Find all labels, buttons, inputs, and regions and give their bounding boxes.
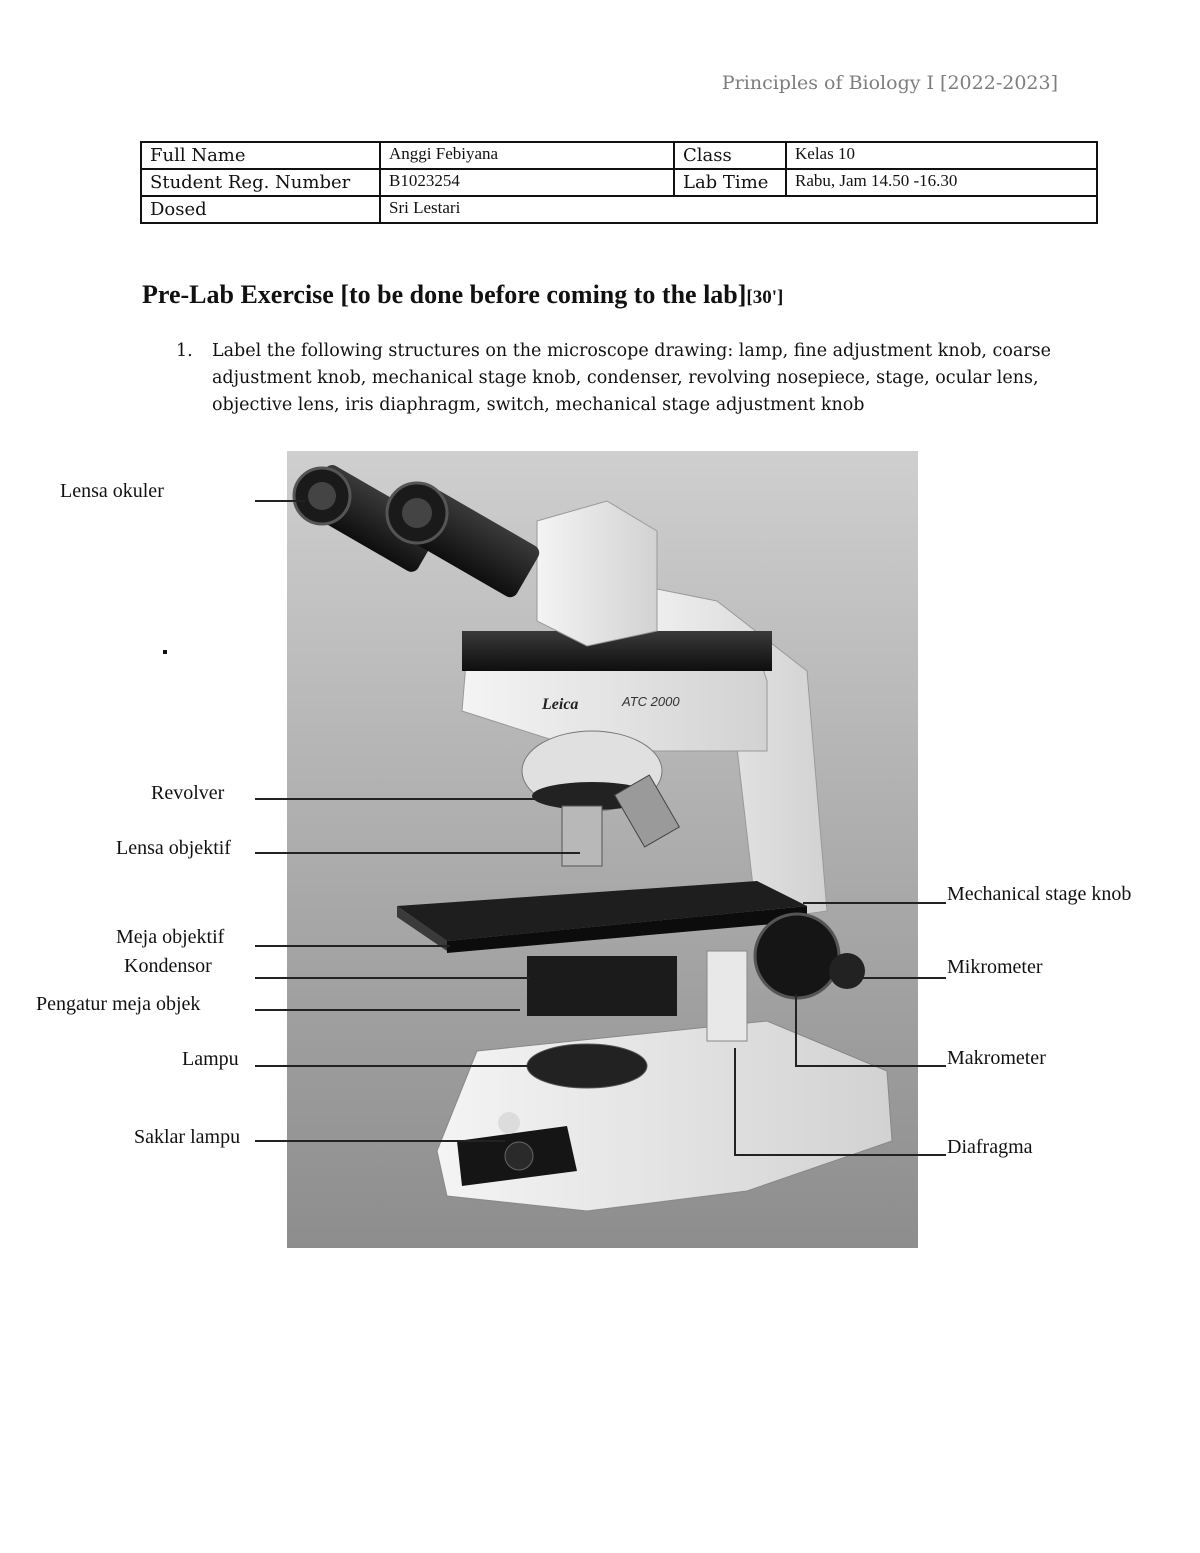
label-revolver: Revolver [151, 782, 225, 804]
label-objective-lens: Lensa objektif [116, 837, 231, 859]
lab-time-label: Lab Time [674, 169, 786, 196]
section-title [142, 280, 783, 310]
microscope-illustration [287, 451, 918, 1248]
class-value: Kelas 10 [786, 142, 1097, 169]
label-micrometer: Mikrometer [947, 956, 1043, 978]
microscope-photo [287, 451, 918, 1248]
table-row [141, 169, 1097, 196]
reg-number-value: B1023254 [380, 169, 674, 196]
label-macrometer: Makrometer [947, 1047, 1046, 1069]
course-header: Principles of Biology I [2022-2023] [721, 72, 1058, 94]
dosed-label: Dosed [141, 196, 380, 223]
section-title-text: Pre-Lab Exercise [to be done before coming to the lab] [142, 280, 747, 309]
model-label: ATC 2000 [622, 694, 680, 709]
label-stage: Meja objektif [116, 926, 225, 948]
dosed-value: Sri Lestari [380, 196, 1097, 223]
section-minutes: [30'] [746, 287, 784, 308]
reg-number-label: Student Reg. Number [141, 169, 380, 196]
class-label: Class [674, 142, 786, 169]
label-ocular-lens: Lensa okuler [60, 480, 164, 502]
stray-dot [163, 650, 167, 654]
label-lamp: Lampu [182, 1048, 239, 1070]
full-name-value: Anggi Febiyana [380, 142, 674, 169]
label-condenser: Kondensor [124, 955, 212, 977]
question-item [176, 338, 1056, 419]
student-info-table [140, 141, 1098, 224]
eyepiece-right [387, 480, 542, 600]
lab-time-value: Rabu, Jam 14.50 -16.30 [786, 169, 1097, 196]
table-row [141, 142, 1097, 169]
question-number: 1. [176, 341, 193, 361]
label-diaphragm: Diafragma [947, 1136, 1033, 1158]
label-mechanical-stage-knob: Mechanical stage knob [947, 883, 1132, 905]
question-text: Label the following structures on the microscope drawing: lamp, fine adjustment knob, coarse adjustment knob, mechanical stage knob, condenser, revolving nosepiece, stage, ocular lens, objective lens, iris diaphragm, switch, mechanical stage adjustment knob [212, 341, 1051, 415]
label-stage-control: Pengatur meja objek [36, 993, 201, 1015]
table-row [141, 196, 1097, 223]
label-switch: Saklar lampu [134, 1126, 241, 1148]
brand-logo: Leica [542, 696, 579, 713]
full-name-label: Full Name [141, 142, 380, 169]
